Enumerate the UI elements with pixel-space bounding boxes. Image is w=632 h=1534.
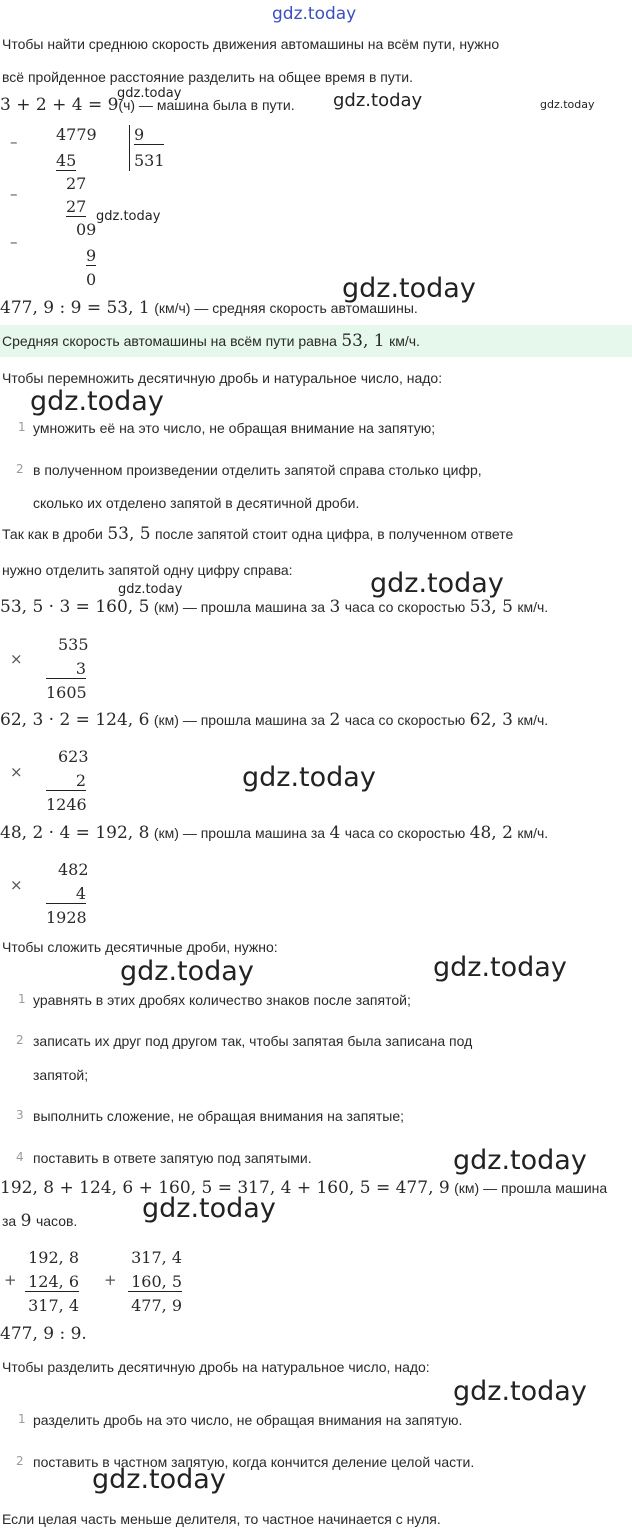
list-number: 2 [16, 1454, 24, 1468]
product-line [0, 597, 548, 617]
watermark: gdz.today [342, 273, 476, 304]
sum-line-2 [2, 1211, 77, 1231]
list-number: 1 [18, 992, 26, 1006]
quotient: 531 [134, 151, 165, 170]
speed-equation-text: (км/ч) — средняя скорость автомашины. [154, 300, 418, 316]
watermark: gdz.today [118, 582, 183, 597]
list-number: 1 [18, 1412, 26, 1426]
product-math: 62, 3 · 2 = 124, 6 [0, 710, 150, 730]
div-rule-footer: Если целая часть меньше делителя, то частное начинается с нуля. [2, 1511, 441, 1527]
multiply-sign: × [10, 650, 23, 668]
sum-result: 317, 4 [28, 1296, 79, 1315]
answer-math: 53, 1 [341, 331, 385, 351]
intro-line-2: всё пройденное расстояние разделить на общее время в пути. [2, 69, 414, 85]
factor-2: 4 [46, 884, 86, 904]
dividend: 4779 [56, 125, 97, 144]
remainder-3: 0 [86, 270, 97, 289]
intro-line-1: Чтобы найти среднюю скорость движения автомашины на всём пути, нужно [2, 36, 500, 52]
factor-2: 3 [46, 659, 86, 679]
product-result: 1928 [46, 908, 87, 927]
factor-1: 482 [58, 860, 89, 879]
list-number: 2 [16, 1033, 24, 1047]
addend-2: 160, 5 [128, 1272, 182, 1292]
product-math: 53, 5 · 3 = 160, 5 [0, 597, 150, 617]
speed-equation-math: 477, 9 : 9 = 53, 1 [0, 298, 150, 318]
minus-sign: – [10, 185, 18, 203]
product-text: часа со скоростью [344, 599, 466, 615]
mult-rule-title: Чтобы перемножить десятичную дробь и натуральное число, надо: [2, 370, 443, 386]
list-item: записать их друг под другом так, чтобы запятая была записана под [33, 1033, 473, 1049]
minus-sign: – [10, 233, 18, 251]
addend-1: 192, 8 [28, 1248, 79, 1267]
product-text: часа со скоростью [344, 825, 466, 841]
sum-text: (км) — прошла машина [454, 1180, 608, 1196]
mult-note-math: 53, 5 [107, 524, 151, 544]
sum-text: за [2, 1213, 17, 1229]
product-line [0, 823, 548, 843]
list-item: поставить в частном запятую, когда кончится деление целой части. [33, 1454, 475, 1470]
addend-2: 124, 6 [25, 1272, 79, 1292]
answer-line [2, 331, 420, 351]
product-text: (км) — прошла машина за [153, 825, 326, 841]
mult-note-line-1 [2, 524, 513, 544]
answer-text: Средняя скорость автомашины на всём пути равна [2, 333, 337, 349]
list-item: в полученном произведении отделить запятой справа столько цифр, [33, 462, 482, 478]
list-item-continuation: сколько их отделено запятой в десятичной дроби. [33, 495, 360, 511]
addend-1: 317, 4 [131, 1248, 182, 1267]
multiply-sign: × [10, 763, 23, 781]
product-unit: км/ч. [517, 825, 549, 841]
product-unit: км/ч. [517, 712, 549, 728]
product-result: 1246 [46, 795, 87, 814]
remainder-2: 09 [76, 220, 97, 239]
plus-sign: + [104, 1271, 117, 1289]
mult-note-text: Так как в дроби [2, 526, 103, 542]
site-logo[interactable]: gdz.today [272, 4, 357, 24]
watermark: gdz.today [142, 1193, 276, 1224]
list-number: 2 [16, 462, 24, 476]
list-item: уравнять в этих дробях количество знаков после запятой; [33, 992, 411, 1008]
list-item: выполнить сложение, не обращая внимания на запятые; [33, 1108, 405, 1124]
minus-sign: – [10, 133, 18, 151]
factor-2: 2 [46, 771, 86, 791]
watermark: gdz.today [433, 952, 567, 983]
product-speed: 53, 5 [469, 597, 513, 617]
watermark: gdz.today [30, 386, 164, 417]
list-item: умножить её на это число, не обращая внимание на запятую; [33, 420, 436, 436]
sum-result: 477, 9 [131, 1296, 182, 1315]
product-hours: 2 [329, 710, 341, 730]
watermark: gdz.today [92, 1464, 226, 1495]
multiply-sign: × [10, 876, 23, 894]
product-line [0, 710, 548, 730]
product-hours: 3 [329, 597, 341, 617]
watermark: gdz.today [333, 90, 423, 111]
subtrahend-3: 9 [86, 246, 97, 265]
sum-hours: 9 [20, 1211, 32, 1231]
factor-1: 535 [58, 635, 89, 654]
product-result: 1605 [46, 683, 87, 702]
watermark: gdz.today [96, 209, 161, 224]
watermark: gdz.today [453, 1145, 587, 1176]
watermark: gdz.today [242, 762, 376, 793]
div-rule-title: Чтобы разделить десятичную дробь на натуральное число, надо: [2, 1359, 430, 1375]
plus-sign: + [4, 1271, 17, 1289]
watermark: gdz.today [117, 86, 182, 101]
division-expression: 477, 9 : 9. [0, 1324, 87, 1344]
list-number: 4 [16, 1150, 24, 1164]
list-number: 3 [16, 1108, 24, 1122]
sum-text: часов. [35, 1213, 78, 1229]
time-equation-text: (ч) — машина была в пути. [118, 97, 295, 113]
remainder-1: 27 [66, 174, 87, 193]
product-text: (км) — прошла машина за [153, 712, 326, 728]
product-hours: 4 [329, 823, 341, 843]
product-unit: км/ч. [517, 599, 549, 615]
answer-unit: км/ч. [389, 333, 420, 349]
sum-math: 192, 8 + 124, 6 + 160, 5 = 317, 4 + 160, 5 = 477, 9 [0, 1178, 450, 1198]
product-speed: 62, 3 [469, 710, 513, 730]
product-text: часа со скоростью [344, 712, 466, 728]
product-math: 48, 2 · 4 = 192, 8 [0, 823, 150, 843]
factor-1: 623 [58, 747, 89, 766]
sum-line [0, 1178, 607, 1198]
add-rule-title: Чтобы сложить десятичные дроби, нужно: [2, 939, 278, 955]
watermark: gdz.today [540, 98, 595, 111]
division-bar [129, 125, 130, 171]
product-speed: 48, 2 [469, 823, 513, 843]
subtrahend-2: 27 [66, 197, 87, 216]
list-item: разделить дробь на это число, не обращая внимания на запятую. [33, 1412, 463, 1428]
subtrahend-1: 45 [56, 151, 77, 170]
divisor: 9 [134, 125, 164, 145]
watermark: gdz.today [370, 568, 504, 599]
list-item: поставить в ответе запятую под запятыми. [33, 1150, 312, 1166]
watermark: gdz.today [120, 956, 254, 987]
watermark: gdz.today [453, 1376, 587, 1407]
list-number: 1 [18, 420, 26, 434]
product-text: (км) — прошла машина за [153, 599, 326, 615]
mult-note-line-2: нужно отделить запятой одну цифру справа: [2, 562, 293, 578]
time-equation-math: 3 + 2 + 4 = 9 [0, 95, 119, 115]
mult-note-text: после запятой стоит одна цифра, в полученном ответе [155, 526, 514, 542]
list-item-continuation: запятой; [33, 1067, 89, 1083]
